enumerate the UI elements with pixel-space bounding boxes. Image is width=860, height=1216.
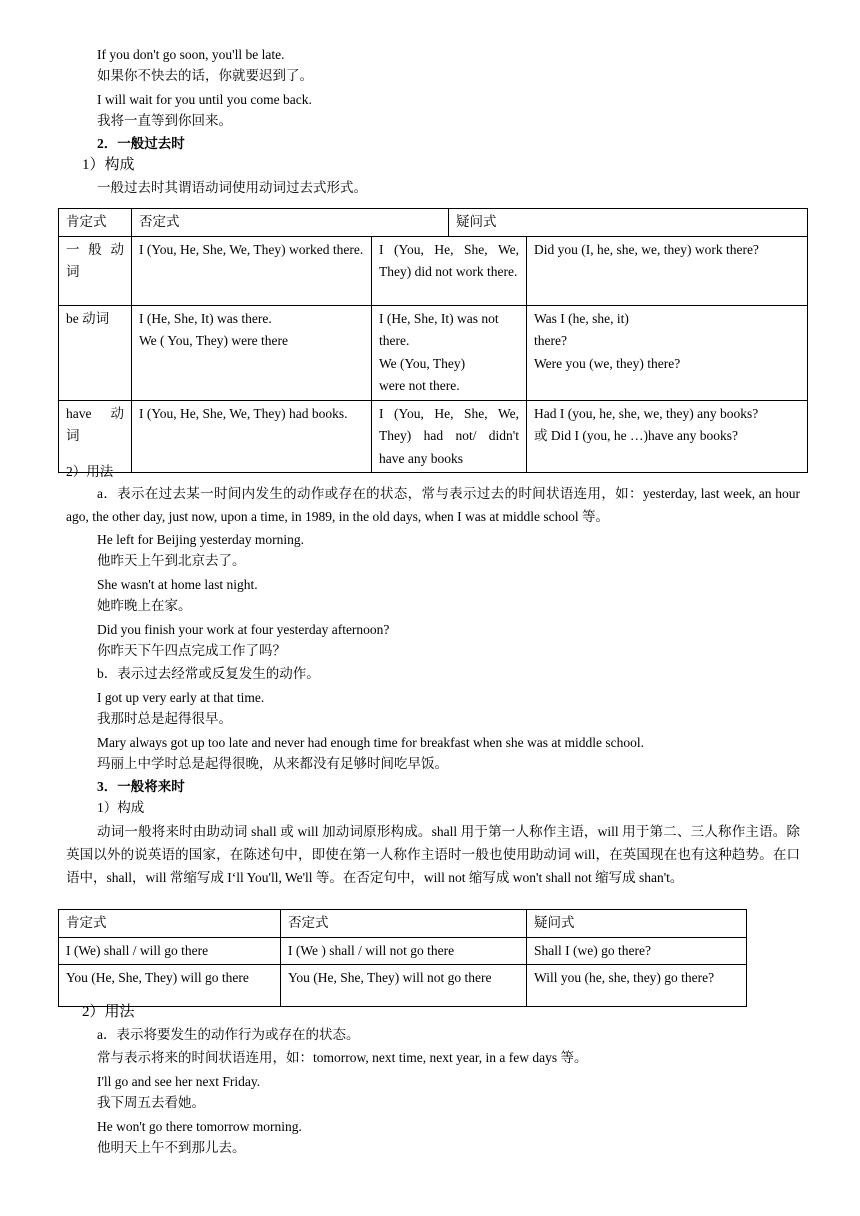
- usage-a-line: 常与表示将来的时间状语连用，如：tomorrow, next time, next year, in a few days 等。: [97, 1050, 588, 1065]
- cell-text: 或 Did I (you, he …)have any books?: [534, 428, 738, 443]
- cell-positive: [132, 400, 372, 473]
- subheading-structure: 1）构成: [97, 800, 145, 815]
- cell-text: We ( You, They) were there: [139, 333, 288, 348]
- subheading-usage: 2）用法: [82, 1004, 135, 1020]
- table-row: [59, 937, 747, 965]
- header-question: 疑问式: [449, 209, 808, 237]
- example-english: I will wait for you until you come back.: [97, 92, 312, 107]
- cell-text: I (You, He, She, We, They) had not/ didn't have any books: [379, 405, 519, 466]
- cell-text: Had I (you, he, she, we, they) any books?: [534, 405, 759, 421]
- cell-text: We (You, They): [379, 355, 466, 371]
- usage-a-paragraph: a．表示在过去某一时间内发生的动作或存在的状态，常与表示过去的时间状语连用，如：yesterday, last week, an hour ago, the other day, just now, upon a time, in 1989, in the old days, when I was at middle school 等。: [66, 486, 800, 524]
- table-row: [59, 400, 808, 473]
- example-chinese: 我将一直等到你回来。: [97, 113, 232, 128]
- table-row: [59, 965, 747, 1007]
- cell-text: were not there.: [379, 378, 460, 393]
- cell-text: there?: [534, 333, 567, 348]
- header-question: 疑问式: [527, 910, 747, 938]
- past-intro: 一般过去时其谓语动词使用动词过去式形式。: [97, 180, 367, 195]
- example-english: He left for Beijing yesterday morning.: [97, 532, 304, 547]
- subheading-usage: 2）用法: [66, 464, 114, 479]
- subheading-structure: 1）构成: [82, 157, 135, 173]
- cell-text: I (He, She, It) was not there.: [379, 310, 499, 348]
- example-english: Did you finish your work at four yesterday afternoon?: [97, 622, 390, 637]
- example-english: He won't go there tomorrow morning.: [97, 1119, 302, 1134]
- cell-question: [527, 236, 808, 305]
- header-positive: 肯定式: [59, 209, 132, 237]
- cell-positive: You (He, She, They) will go there: [59, 965, 281, 1007]
- cell-negative: I (We ) shall / will not go there: [281, 937, 527, 965]
- header-negative: 否定式: [132, 209, 449, 237]
- cell-text: Were you (we, they) there?: [534, 355, 681, 371]
- cell-question: Shall I (we) go there?: [527, 937, 747, 965]
- example-chinese: 他昨天上午到北京去了。: [97, 553, 246, 568]
- future-structure-paragraph: 动词一般将来时由助动词 shall 或 will 加动词原形构成。shall 用于第一人称作主语，will 用于第二、三人称作主语。除英国以外的说英语的国家，在陈述句中，即使在第一人称作主语时一般也使用助动词 will，在英国现在也有这种趋势。在口语中，shall，will 常缩写成 I‘ll You'll, We'll 等。在否定句中，will not 缩写成 won't shall not 缩写成 shan't。: [66, 824, 800, 885]
- example-english: If you don't go soon, you'll be late.: [97, 47, 285, 62]
- cell-question: Will you (he, she, they) go there?: [527, 965, 747, 1007]
- section-heading-future: 3．一般将来时: [97, 779, 185, 794]
- example-english: Mary always got up too late and never had enough time for breakfast when she was at middle school.: [97, 735, 644, 750]
- cell-text: I (You, He, She, We, They) did not work there.: [379, 241, 519, 279]
- table-header-row: [59, 209, 808, 237]
- table-row: [59, 236, 808, 305]
- cell-negative: You (He, She, They) will not go there: [281, 965, 527, 1007]
- future-tense-table: [58, 909, 747, 1007]
- example-chinese: 如果你不快去的话，你就要迟到了。: [97, 68, 313, 83]
- cell-text: I (You, He, She, We, They) had books.: [139, 405, 348, 421]
- cell-text: Was I (he, she, it): [534, 310, 629, 326]
- cell-positive: [132, 236, 372, 305]
- cell-negative: [372, 400, 527, 473]
- example-english: She wasn't at home last night.: [97, 577, 258, 592]
- cell-negative: [372, 305, 527, 400]
- table-row: [59, 305, 808, 400]
- row-label: have 动 词: [59, 400, 132, 473]
- example-chinese: 玛丽上中学时总是起得很晚，从来都没有足够时间吃早饭。: [97, 756, 448, 771]
- example-english: I'll go and see her next Friday.: [97, 1074, 261, 1089]
- cell-negative: [372, 236, 527, 305]
- example-chinese: 你昨天下午四点完成工作了吗？: [97, 643, 286, 658]
- table-header-row: [59, 910, 747, 938]
- cell-text: I (He, She, It) was there.: [139, 310, 272, 326]
- cell-positive: [132, 305, 372, 400]
- example-chinese: 他明天上午不到那儿去。: [97, 1140, 246, 1155]
- cell-question: [527, 400, 808, 473]
- example-chinese: 我那时总是起得很早。: [97, 711, 232, 726]
- cell-question: [527, 305, 808, 400]
- header-positive: 肯定式: [59, 910, 281, 938]
- cell-text: Did you (I, he, she, we, they) work there?: [534, 241, 759, 257]
- usage-a-line: a．表示将要发生的动作行为或存在的状态。: [97, 1027, 360, 1042]
- section-heading-past: 2．一般过去时: [97, 136, 185, 151]
- usage-b-line: b．表示过去经常或反复发生的动作。: [97, 666, 320, 681]
- example-chinese: 她昨晚上在家。: [97, 598, 192, 613]
- row-label: be 动词: [59, 305, 132, 400]
- cell-positive: I (We) shall / will go there: [59, 937, 281, 965]
- past-tense-table: [58, 208, 808, 473]
- example-chinese: 我下周五去看她。: [97, 1095, 205, 1110]
- header-negative: 否定式: [281, 910, 527, 938]
- example-english: I got up very early at that time.: [97, 690, 265, 705]
- cell-text: I (You, He, She, We, They) worked there.: [139, 241, 364, 257]
- row-label: 一 般 动 词: [59, 236, 132, 305]
